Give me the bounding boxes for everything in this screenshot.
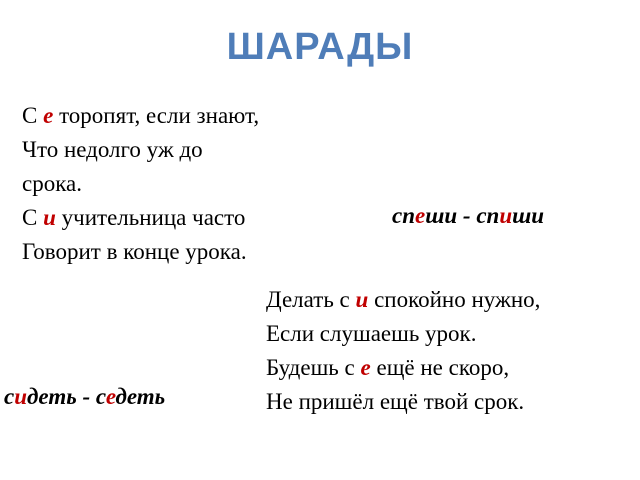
poem-text: спокойно нужно,	[368, 287, 541, 312]
answer-text: деть	[27, 384, 77, 409]
key-letter: и	[43, 205, 56, 230]
poem-text: торопят, если знают,	[53, 103, 260, 128]
answer-text: с	[4, 384, 15, 409]
poem-text: С	[22, 205, 44, 230]
poem-line: срока.	[22, 171, 82, 196]
poem-line: Если слушаешь урок.	[266, 321, 477, 346]
poem-line: Что недолго уж до	[22, 137, 203, 162]
poem-line	[22, 201, 259, 235]
poem-line	[266, 351, 540, 385]
charade-poem-1	[22, 99, 259, 269]
answer-text: деть	[115, 384, 166, 409]
answer-key-letter: е	[415, 203, 426, 228]
answer-text: с	[95, 384, 106, 409]
answer-text: сп	[392, 203, 415, 228]
answer-text: ши	[425, 203, 458, 228]
poem-text: ещё не скоро,	[370, 355, 510, 380]
answer-text: ши	[512, 203, 545, 228]
poem-text: С	[22, 103, 44, 128]
poem-line	[22, 99, 259, 133]
key-letter: и	[355, 287, 369, 312]
answer-key-letter: и	[499, 203, 513, 228]
poem-text: Делать с	[266, 287, 356, 312]
key-letter: е	[43, 103, 54, 128]
key-letter: е	[360, 355, 371, 380]
answer-separator: -	[76, 384, 96, 409]
answer-text: сп	[476, 203, 500, 228]
answer-separator: -	[457, 203, 477, 228]
poem-line	[266, 283, 540, 317]
page-title: ШАРАДЫ	[226, 26, 414, 68]
charade-poem-2	[266, 283, 540, 419]
poem-text: учительница часто	[55, 205, 246, 230]
answer-key-letter: е	[105, 384, 116, 409]
charade-answer-1	[392, 203, 544, 229]
answer-key-letter: и	[14, 384, 28, 409]
poem-text: Будешь с	[266, 355, 361, 380]
poem-line: Говорит в конце урока.	[22, 239, 247, 264]
poem-line: Не пришёл ещё твой срок.	[266, 389, 525, 414]
charade-answer-2	[4, 384, 165, 410]
